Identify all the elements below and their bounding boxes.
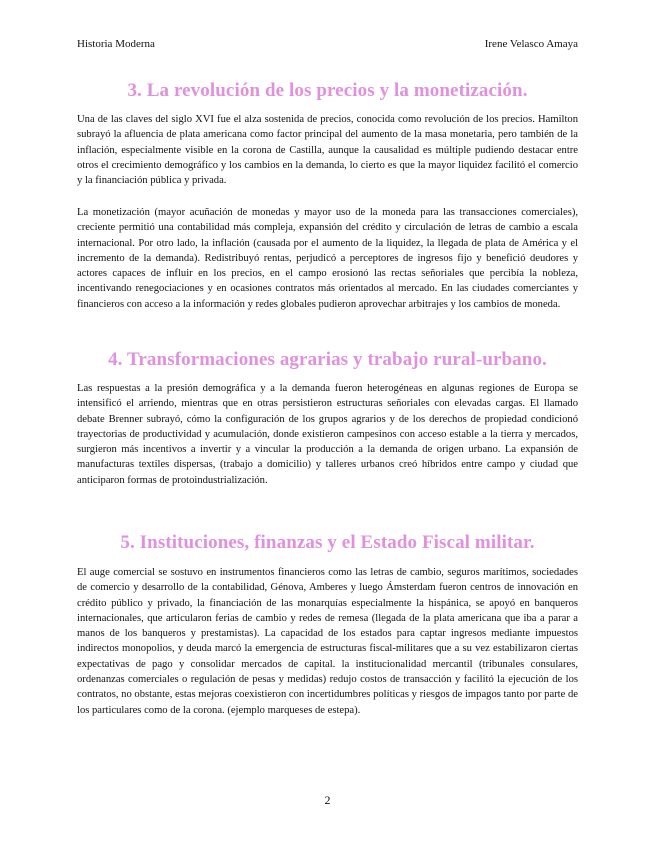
section-title-3: 3. La revolución de los precios y la monetización. — [127, 80, 528, 101]
page-number: 2 — [324, 793, 331, 807]
header-author-name: Irene Velasco Amaya — [484, 38, 578, 50]
section-3-paragraph-2: La monetización (mayor acuñación de monedas y mayor uso de la moneda para las transacciones comerciales), creciente permitió una contabilidad más compleja, expansión del crédito y circulación de letras de cambio a escala internacional. Por otro lado, la inflación (causada por el aumento de la liquidez, la llegada de plata de América y el incremento de la demanda). Redistribuyó rentas, perjudicó a perceptores de ingresos fijo y benefició deudores y actores capaces de influir en los precios, en el campo erosionó las rectas señoriales que percibía la nobleza, incentivando renegociaciones y en ocasiones contratos más orientados al mercado. En las ciudades comerciantes y financieros con acceso a la información y redes globales pudieron aprovechar arbitrajes y los cambios de moneda. — [77, 207, 578, 310]
header-course-title: Historia Moderna — [77, 38, 155, 50]
section-title-5: 5. Instituciones, finanzas y el Estado Fiscal militar. — [120, 532, 535, 553]
section-title-4: 4. Transformaciones agrarias y trabajo rural-urbano. — [108, 349, 547, 370]
section-5-paragraph-1: El auge comercial se sostuvo en instrumentos financieros como las letras de cambio, seguros marítimos, sociedades de comercio y desarrollo de la contabilidad, Génova, Amberes y luego Ámsterdam fueron centros de innovación en crédito público y privado, la financiación de las monarquías especialmente la hispánica, se apoyó en banqueros internacionales, que articularon ferias de cambio y redes de remesa (llegada de la plata americana que iba a parar a manos de los banqueros y prestamistas). La capacidad de los estados para captar ingresos mediante impuestos indirectos monopolios, y deuda marcó la emergencia de estructuras fiscal-militares que a su vez estabilizaron ciertas expectativas de pago y consolidar mercados de capital. la institucionalidad mercantil (tribunales consulares, ordenanzas comerciales o regulación de pesas y medidas) redujo costos de transacción y facilitó la ejecución de los contratos, no obstante, estas mejoras coexistieron con incertidumbres políticas y riesgos de impagos tanto por parte de los particulares como de la corona. (ejemplo marqueses de estepa). — [77, 567, 578, 716]
section-3-paragraph-1: Una de las claves del siglo XVI fue el alza sostenida de precios, conocida como revolución de los precios. Hamilton subrayó la afluencia de plata americana como factor principal del aumento de la masa monetaria, pero también de la inflación, especialmente visible en la corona de Castilla, aunque la causalidad es múltiple pudiendo destacar entre otros el crecimiento demográfico y los cambios en la demanda, lo cierto es que la mayor liquidez facilitó el comercio y la financiación pública y privada. — [77, 114, 578, 187]
section-4-paragraph-1: Las respuestas a la presión demográfica y a la demanda fueron heterogéneas en algunas regiones de Europa se intensificó el arriendo, mientras que en otras persistieron estructuras señoriales con elevadas cargas. El llamado debate Brenner subrayó, cómo la configuración de los grupos agrarios y de los derechos de propiedad condicionó trayectorias de productividad y acumulación, donde existieron campesinos con acceso estable a la tierra y mercados, surgieron más incentivos a invertir y a vincular la producción a la demanda de origen urbano. La expansión de manufacturas textiles dispersas, (trabajo a domicilio) y talleres urbanos creó híbridos entre campo y ciudad que anticiparon formas de protoindustrialización. — [77, 383, 578, 486]
